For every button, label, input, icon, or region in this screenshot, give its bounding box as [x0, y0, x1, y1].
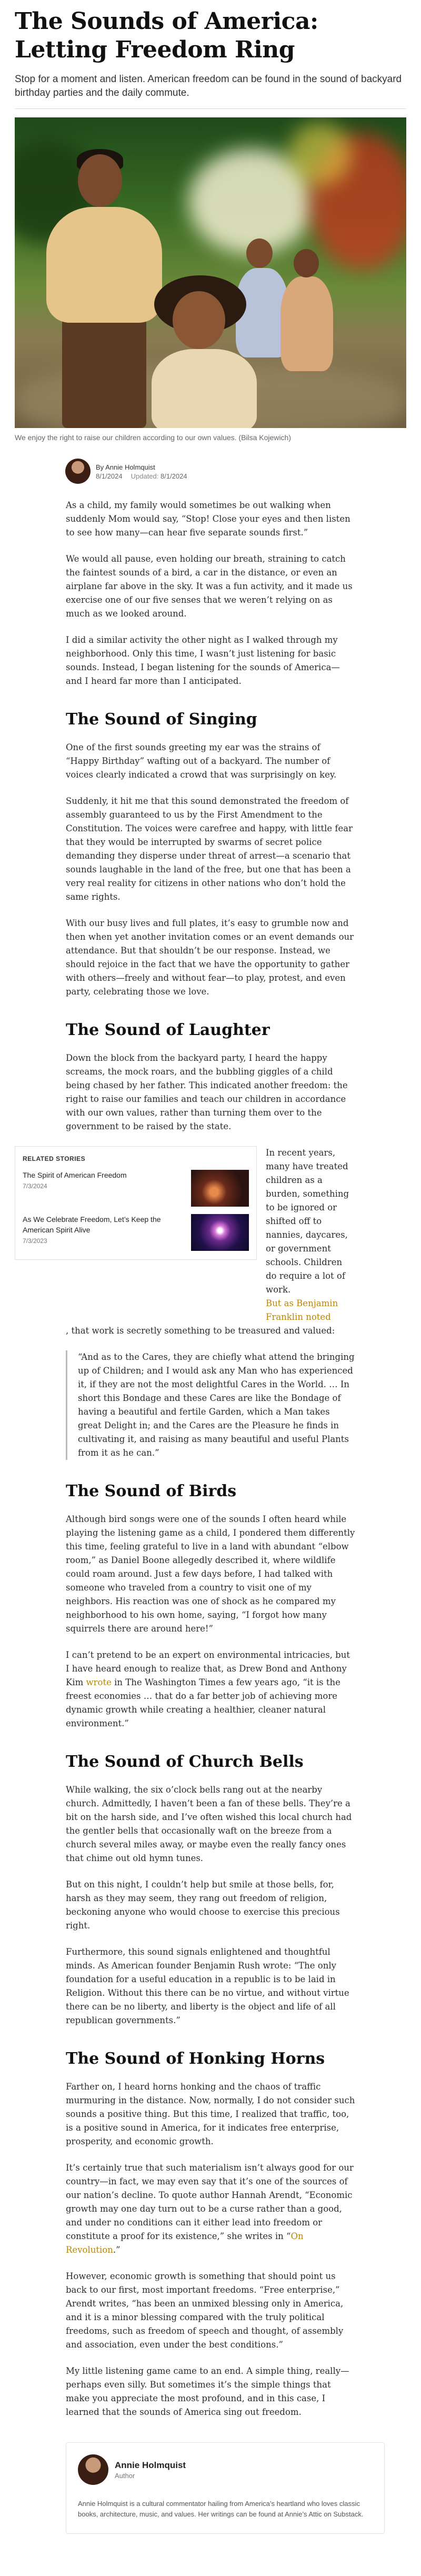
paragraph: We would all pause, even holding our breath, straining to catch the faintest sounds of a bird, a car in the distance, or even an airplane far above in the sky. It was a fun activity, and it made us exercise one of our five senses that we weren’t relying on as much as we looked around.: [66, 554, 353, 619]
article-body: [15, 499, 406, 2576]
related-story[interactable]: [23, 1170, 249, 1207]
related-story-thumbnail[interactable]: [191, 1214, 249, 1251]
wrote-link[interactable]: wrote: [86, 1677, 112, 1687]
related-story-headline[interactable]: The Spirit of American Freedom: [23, 1171, 127, 1179]
franklin-quote: “And as to the Cares, they are chiefly what attend the bringing up of Children; and I would ask any Man who has experienced it, if they are not the most delightful Cares in the World. … In short this Bondage and these Cares are like the Bondage of having a beautiful and fertile Garden, which a Man takes great Delight in; and the Cares are the Pleasure he finds in cultivating it, and raising as many beautiful and useful Plants from it as he can.”: [66, 1350, 355, 1460]
paragraph: Farther on, I heard horns honking and the chaos of traffic murmuring in the distance. Now, normally, I do not consider such sounds a positive thing. But this time, I realized that traffic, too, is a positive sound in America, for it indicates free enterprise, prosperity, and economic growth.: [66, 2082, 355, 2146]
author-card: [66, 2442, 385, 2534]
author-card-bio: Annie Holmquist is a cultural commentator hailing from America’s heartland who loves classic books, architecture, music, and values. Her writings can be found at Annie’s Attic on Substack.: [78, 2500, 364, 2518]
related-story-thumbnail[interactable]: [191, 1170, 249, 1207]
related-story-headline[interactable]: As We Celebrate Freedom, Let’s Keep the American Spirit Alive: [23, 1215, 161, 1234]
published-date: 8/1/2024: [96, 472, 123, 480]
related-story-date: 7/3/2024: [23, 1182, 47, 1190]
paragraph: Down the block from the backyard party, I heard the happy screams, the mock roars, and the bubbling giggles of a child being chased by her father. This indicated another freedom: the right to raise our families and teach our children in accordance with our own values, rather than turning them over to the government to be raised by the state.: [66, 1053, 348, 1131]
section-heading-honking-horns: The Sound of Honking Horns: [66, 2050, 325, 2068]
updated-date: 8/1/2024: [161, 472, 187, 480]
paragraph: But on this night, I couldn’t help but smile at those bells, for, harsh as they may seem, they rang out freedom of religion, beckoning anyone who would choose to exercise this precious right.: [66, 1879, 340, 1931]
paragraph: Furthermore, this sound signals enlightened and thoughtful minds. As American founder Benjamin Rush wrote: “The only foundation for a useful education in a republic is to be laid in Religion. Without this there can be no virtue, and without virtue there can be no liberty, and liberty is the object and life of all republican governments.”: [66, 1947, 349, 2025]
article-title: The Sounds of America: Letting Freedom Ring: [15, 8, 318, 63]
paragraph: I can’t pretend to be an expert on environmental intricacies, but I have heard enough to realize that, as Drew Bond and Anthony Kim wrote in The Washington Times a few years ago, “it is the freest economies … that do a far better job of achieving more dynamic growth while creating a healthier, cleaner natural environment.”: [66, 1650, 350, 1728]
author-card-avatar[interactable]: [78, 2454, 108, 2485]
byline: [15, 459, 406, 484]
paragraph: While walking, the six o’clock bells rang out at the nearby church. Admittedly, I haven’t been a fan of these bells. They’re a bit on the harsh side, and I’ve often wished this local church had the gentler bells that occasionally waft on the breeze from a church several miles away, or maybe even the really fancy ones that chime out old hymn tunes.: [66, 1785, 352, 1863]
on-revolution-link[interactable]: On Revolution: [66, 2231, 304, 2255]
hero-caption: We enjoy the right to raise our children according to our own values. (Bilsa Kojewich): [15, 433, 291, 442]
paragraph: With our busy lives and full plates, it’s easy to grumble now and then when yet another invitation comes or an event demands our attendance. But that shouldn’t be our response. Instead, we should rejoice in the fact that we have the opportunity to gather with others—freely and without fear—to play, protest, and even party, celebrating those we love.: [66, 918, 354, 997]
paragraph: One of the first sounds greeting my ear was the strains of “Happy Birthday” wafting out of a backyard. The number of voices clearly indicated a crowd that was surprisingly on key.: [66, 742, 337, 780]
related-story[interactable]: [23, 1214, 249, 1251]
author-avatar[interactable]: [65, 459, 91, 484]
paragraph-continued: But as Benjamin Franklin noted , that work is secretly something to be treasured and valued:: [66, 1298, 338, 1336]
section-heading-church-bells: The Sound of Church Bells: [66, 1753, 304, 1771]
paragraph: I did a similar activity the other night as I walked through my neighborhood. Only this time, I wasn’t just listening for basic sounds. Instead, I began listening for the sounds of America—and I heard far more than I anticipated.: [66, 635, 340, 686]
author-card-name[interactable]: Annie Holmquist: [115, 2460, 186, 2470]
related-stories-box: [15, 1146, 257, 1260]
related-story-date: 7/3/2023: [23, 1237, 47, 1245]
related-wrap: [23, 1146, 355, 1338]
paragraph: As a child, my family would sometimes be out walking when suddenly Mom would say, “Stop! Close your eyes and then listen to see how many—can hear five separate sounds first.”: [66, 500, 350, 538]
related-stories-title: RELATED STORIES: [23, 1155, 86, 1162]
byline-prefix: By: [96, 463, 106, 471]
byline-author-link[interactable]: Annie Holmquist: [105, 463, 155, 471]
section-heading-singing: The Sound of Singing: [66, 710, 257, 729]
article-dek: Stop for a moment and listen. American freedom can be found in the sound of backyard birthday parties and the daily commute.: [15, 73, 406, 109]
section-heading-birds: The Sound of Birds: [66, 1482, 237, 1500]
paragraph: However, economic growth is something that should point us back to our first, most important freedoms. “Free enterprise,” Arendt writes, “has been an unmixed blessing only in America, and it is a minor blessing compared with the truly political freedoms, such as freedom of speech and thought, of assembly and association, even under the best conditions.”: [66, 2271, 344, 2350]
paragraph: My little listening game came to an end. A simple thing, really—perhaps even silly. But sometimes it’s the simple things that make you appreciate the most profound, and in this case, I learned that the sounds of America sing out freedom.: [66, 2366, 349, 2417]
paragraph: Suddenly, it hit me that this sound demonstrated the freedom of assembly guaranteed to us by the First Amendment to the Constitution. The voices were carefree and happy, with little fear that they would be interrupted by swarms of secret police demanding they disperse under threat of arrest—a scenario that sounds laughable in the land of the free, but one that has been a very real reality for citizens in other nations who don’t hold the same rights.: [66, 796, 353, 902]
paragraph: It’s certainly true that such materialism isn’t always good for our country—in fact, we may even say that it’s one of the sources of our nation’s decline. To quote author Hannah Arendt, “Economic growth may one day turn out to be a curse rather than a good, and under no conditions can it either lead into freedom or constitute a proof for its existence,” she writes in “On Revolution.”: [66, 2163, 354, 2255]
paragraph-wrapped: In recent years, many have treated children as a burden, something to be ignored or shifted off to nannies, daycares, or government schools. Children do require a lot of work.: [266, 1148, 349, 1295]
section-heading-laughter: The Sound of Laughter: [66, 1021, 270, 1039]
updated-label: Updated:: [131, 472, 159, 480]
author-card-role: Author: [115, 2471, 135, 2480]
hero-image: [15, 117, 406, 428]
paragraph: Although bird songs were one of the sounds I often heard while playing the listening game as a child, I pondered them differently this time, feeling grateful to live in a land with abundant “elbow room,” as Daniel Boone allegedly described it, where wildlife could roam around. Just a few days before, I had talked with someone who traveled from a country to visit one of my neighbors. His reaction was one of shock as he compared my neighborhood to his own home, saying, “I forgot how many squirrels there are around here!”: [66, 1514, 355, 1634]
franklin-link[interactable]: But as Benjamin Franklin noted: [266, 1298, 338, 1322]
